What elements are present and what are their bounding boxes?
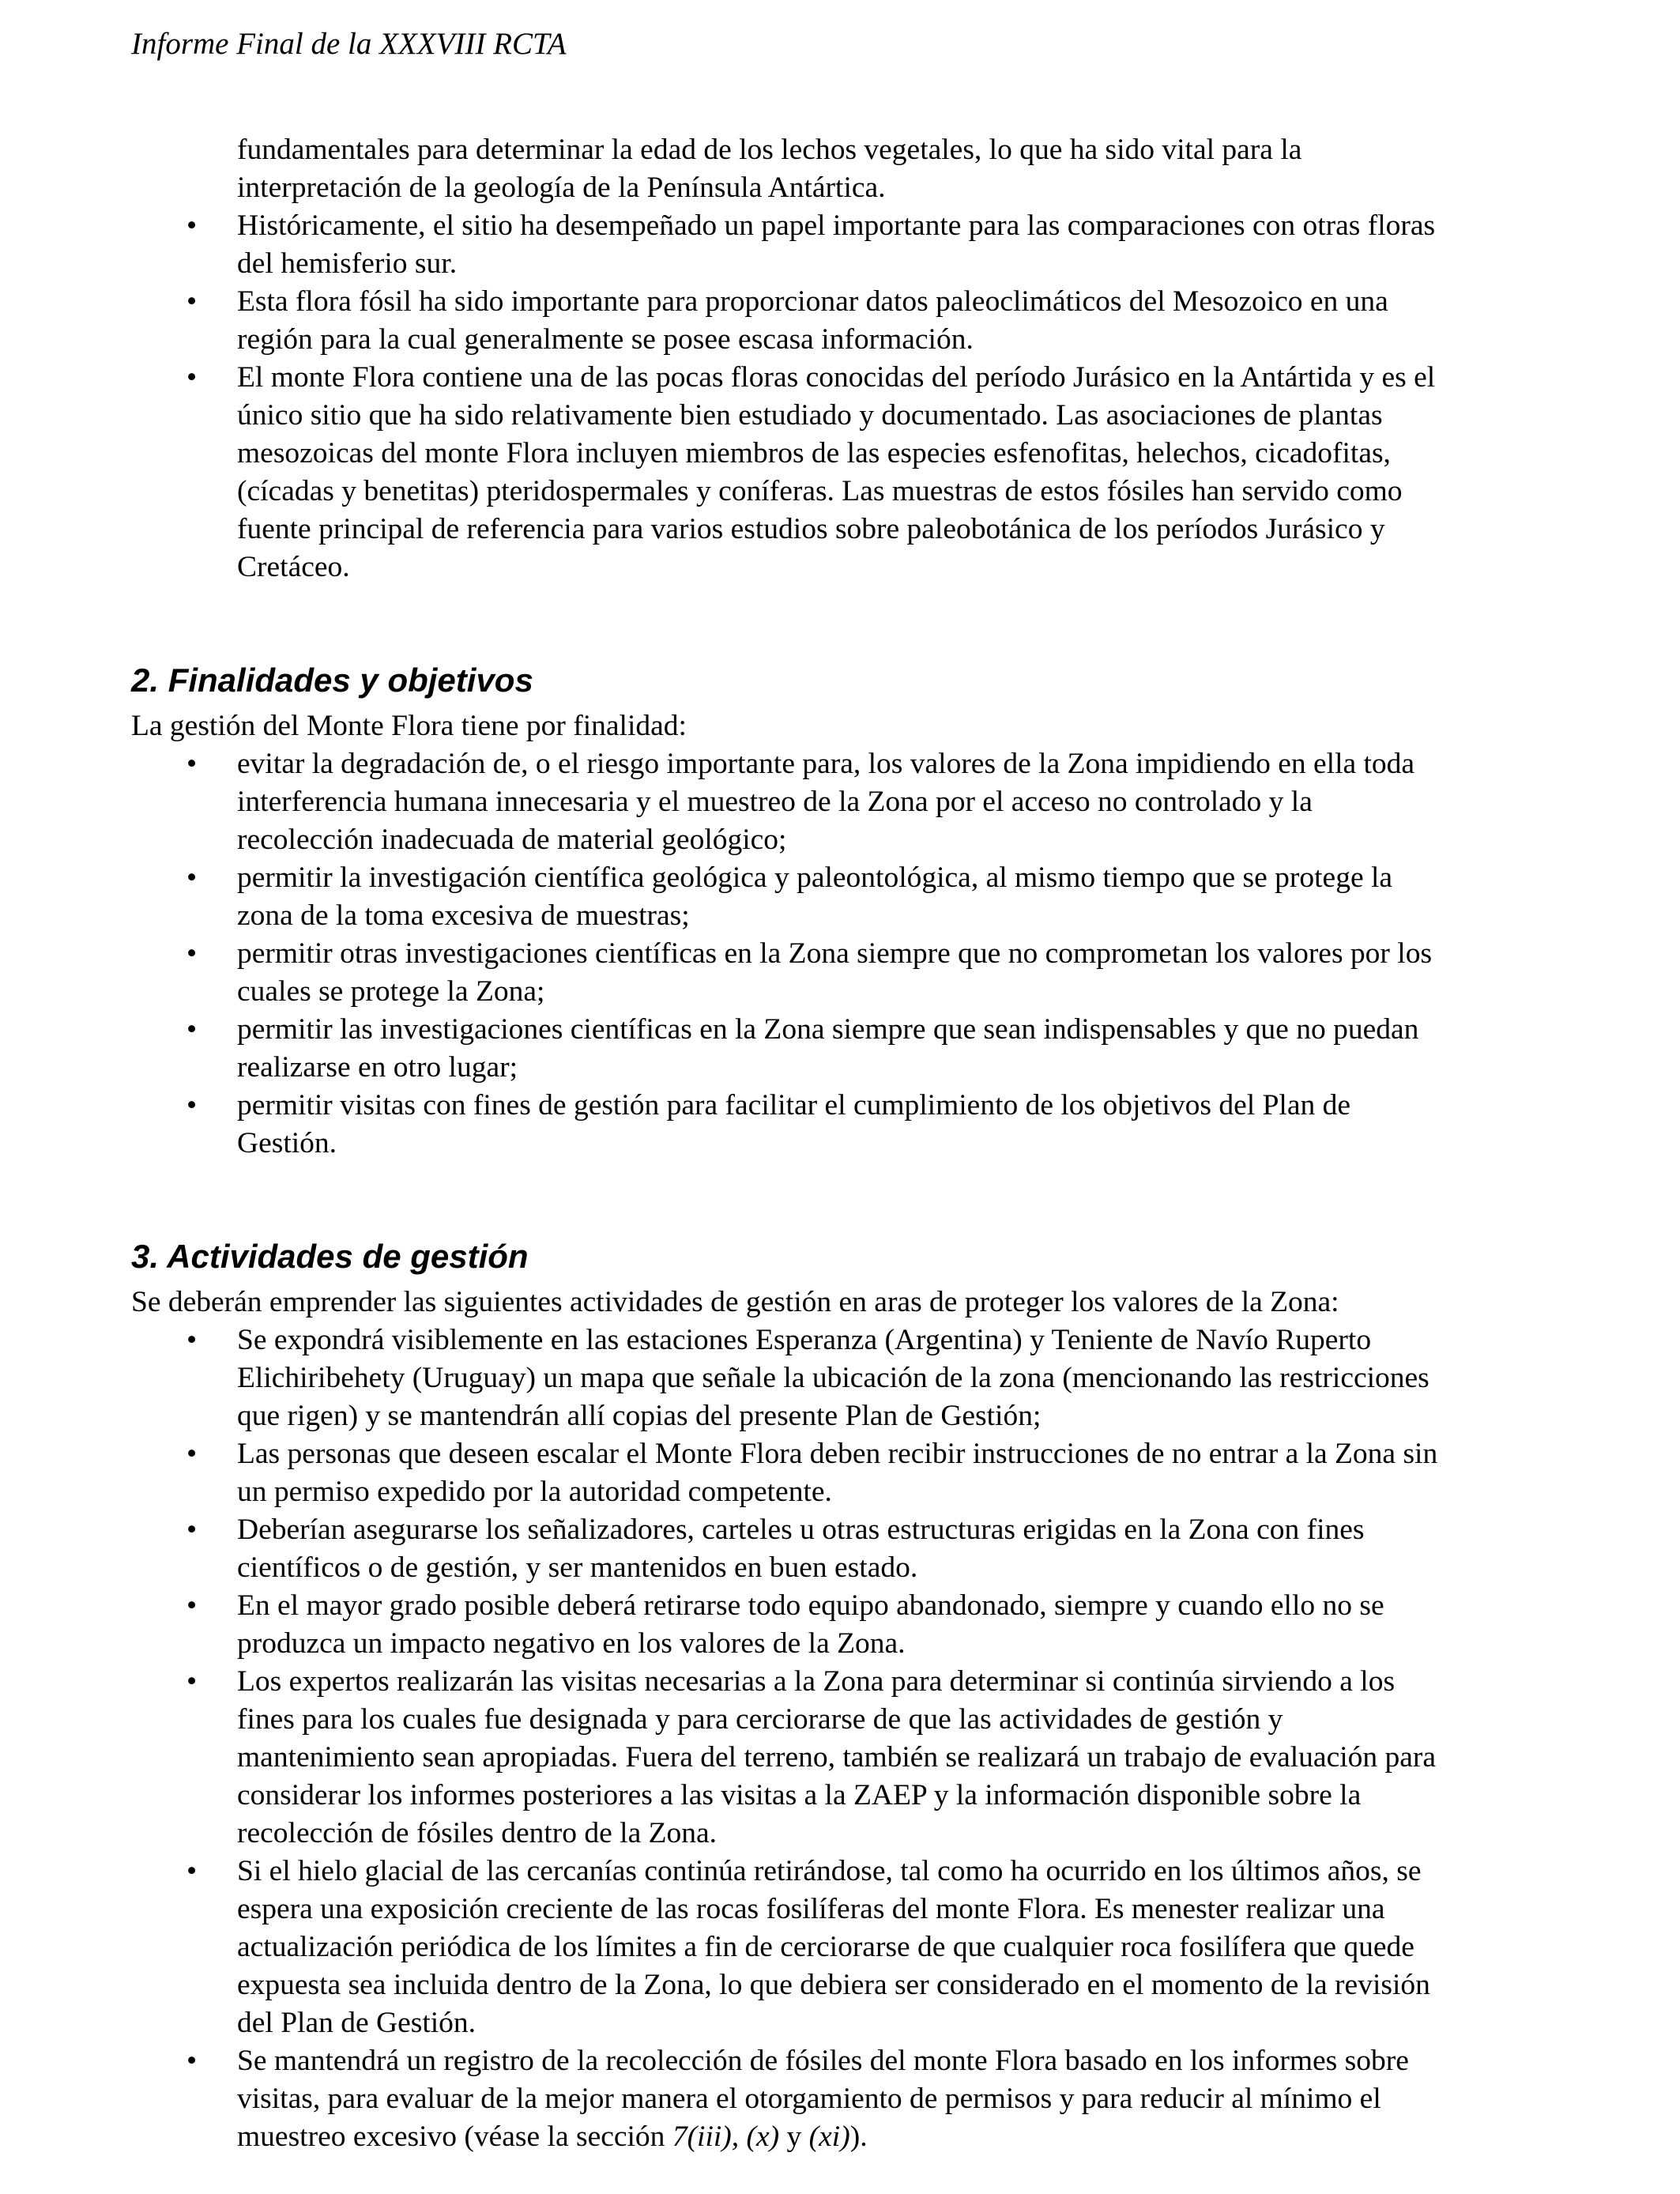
text-line: Se mantendrá un registro de la recolección de fósiles del monte Flora basado en los informes sobre [237, 2045, 1409, 2077]
bullet-icon: • [186, 2045, 198, 2077]
list-item [131, 1853, 1554, 2042]
text-line: Esta flora fósil ha sido importante para proporcionar datos paleoclimáticos del Mesozoico en una [237, 285, 1388, 318]
section-intro: La gestión del Monte Flora tiene por finalidad: [131, 710, 687, 742]
document-body [131, 131, 1554, 2156]
bullet-icon: • [186, 1514, 198, 1546]
list-item [131, 207, 1554, 283]
section-heading-activities: 3. Actividades de gestión [131, 1238, 529, 1275]
text-line: cuales se protege la Zona; [237, 975, 545, 1008]
text-line: Los expertos realizarán las visitas necesarias a la Zona para determinar si continúa sirviendo a los [237, 1665, 1396, 1698]
text-line: permitir las investigaciones científicas en la Zona siempre que sean indispensables y que no puedan [237, 1013, 1419, 1046]
text-line: mantenimiento sean apropiadas. Fuera del terreno, también se realizará un trabajo de evaluación para [237, 1741, 1437, 1774]
text-line: zona de la toma excesiva de muestras; [237, 899, 690, 932]
bullet-icon: • [186, 209, 198, 242]
list-item [131, 859, 1554, 935]
text-line: fines para los cuales fue designada y para cerciorarse de que las actividades de gestión y [237, 1703, 1283, 1736]
text-line: un permiso expedido por la autoridad competente. [237, 1476, 832, 1508]
text-line: del hemisferio sur. [237, 247, 458, 280]
text-line: permitir visitas con fines de gestión para facilitar el cumplimiento de los objetivos del Plan de [237, 1089, 1351, 1122]
section-intro: Se deberán emprender las siguientes actividades de gestión en aras de proteger los valores de la Zona: [131, 1286, 1339, 1318]
text-line: actualización periódica de los límites a fin de cerciorarse de que cualquier roca fosilífera que quede [237, 1931, 1414, 1963]
text-line: Gestión. [237, 1127, 337, 1159]
bullet-icon: • [186, 1855, 198, 1887]
text-line: científicos o de gestión, y ser mantenidos en buen estado. [237, 1551, 918, 1584]
spacer [131, 1163, 1554, 1236]
text-line: Elichiribehety (Uruguay) un mapa que señale la ubicación de la zona (mencionando las restricciones [237, 1362, 1430, 1394]
list-item [131, 1435, 1554, 1511]
text-line: Cretáceo. [237, 551, 350, 583]
text-line: único sitio que ha sido relativamente bien estudiado y documentado. Las asociaciones de plantas [237, 399, 1383, 432]
spacer [131, 701, 1554, 707]
bullet-icon: • [186, 361, 198, 394]
text-line: Históricamente, el sitio ha desempeñado un papel importante para las comparaciones con otras floras [237, 209, 1436, 242]
list-item [131, 1587, 1554, 1663]
text-line: mesozoicas del monte Flora incluyen miembros de las especies esfenofitas, helechos, cicadofitas, [237, 437, 1391, 469]
bullet-icon: • [186, 1438, 198, 1470]
text-line: que rigen) y se mantendrán allí copias del presente Plan de Gestión; [237, 1400, 1042, 1432]
text-line: En el mayor grado posible deberá retirarse todo equipo abandonado, siempre y cuando ello no se [237, 1589, 1384, 1622]
text-line: Se expondrá visiblemente en las estaciones Esperanza (Argentina) y Teniente de Navío Ruperto [237, 1324, 1372, 1356]
text-line: recolección de fósiles dentro de la Zona. [237, 1817, 718, 1849]
text-line: El monte Flora contiene una de las pocas floras conocidas del período Jurásico en la Antártida y es el [237, 361, 1436, 394]
bullet-icon: • [186, 1665, 198, 1698]
text-line: realizarse en otro lugar; [237, 1051, 518, 1084]
text-line [237, 2118, 1554, 2156]
text-line: región para la cual generalmente se posee escasa información. [237, 323, 974, 356]
text-line: fundamentales para determinar la edad de los lechos vegetales, lo que ha sido vital para la [237, 134, 1302, 166]
text-line: Deberían asegurarse los señalizadores, carteles u otras estructuras erigidas en la Zona con fines [237, 1514, 1365, 1546]
bullet-icon: • [186, 937, 198, 970]
text-line: recolección inadecuada de material geológico; [237, 824, 787, 856]
text-line: produzca un impacto negativo en los valores de la Zona. [237, 1627, 906, 1660]
list-item [131, 283, 1554, 359]
section-reference: (xi) [808, 2120, 850, 2153]
list-item [131, 935, 1554, 1011]
text-line: expuesta sea incluida dentro de la Zona, lo que debiera ser considerado en el momento de la revisión [237, 1969, 1430, 2001]
bullet-icon: • [186, 861, 198, 894]
bullet-icon: • [186, 748, 198, 780]
text-line: permitir otras investigaciones científicas en la Zona siempre que no comprometan los valores por los [237, 937, 1433, 970]
bullet-icon: • [186, 285, 198, 318]
page-header: Informe Final de la XXXVIII RCTA [131, 27, 567, 61]
list-item [131, 1511, 1554, 1587]
text-line: considerar los informes posteriores a las visitas a la ZAEP y la información disponible sobre la [237, 1779, 1362, 1811]
bullet-icon: • [186, 1589, 198, 1622]
text-span: y [779, 2120, 809, 2153]
text-line: fuente principal de referencia para varios estudios sobre paleobotánica de los períodos Jurásico y [237, 513, 1385, 545]
values-list [131, 207, 1554, 586]
list-item [131, 1011, 1554, 1087]
section-heading-objectives: 2. Finalidades y objetivos [131, 662, 533, 699]
text-line: Las personas que deseen escalar el Monte Flora deben recibir instrucciones de no entrar a la Zona sin [237, 1438, 1438, 1470]
text-line: (cícadas y benetitas) pteridospermales y coníferas. Las muestras de estos fósiles han servido como [237, 475, 1403, 507]
section-reference: 7(iii), (x) [672, 2120, 780, 2153]
bullet-icon: • [186, 1324, 198, 1356]
bullet-icon: • [186, 1013, 198, 1046]
bullet-icon: • [186, 1089, 198, 1122]
spacer [131, 1277, 1554, 1284]
text-line: espera una exposición creciente de las rocas fosilíferas del monte Flora. Es menester realizar una [237, 1893, 1385, 1925]
text-line: visitas, para evaluar de la mejor manera el otorgamiento de permisos y para reducir al mínimo el [237, 2083, 1381, 2115]
activities-list [131, 1321, 1554, 2156]
list-item [131, 745, 1554, 859]
list-item [131, 359, 1554, 586]
objectives-list [131, 745, 1554, 1163]
list-item [131, 1087, 1554, 1163]
list-item [131, 1321, 1554, 1435]
text-line: del Plan de Gestión. [237, 2007, 477, 2039]
spacer [131, 586, 1554, 660]
list-item [131, 2042, 1554, 2156]
text-span: muestreo excesivo (véase la sección [237, 2120, 672, 2153]
list-item [131, 1663, 1554, 1853]
continuation-paragraph [131, 131, 1554, 207]
text-line: permitir la investigación científica geológica y paleontológica, al mismo tiempo que se protege la [237, 861, 1393, 894]
text-line: Si el hielo glacial de las cercanías continúa retirándose, tal como ha ocurrido en los últimos años, se [237, 1855, 1422, 1887]
text-span: ). [849, 2120, 868, 2153]
text-line: interferencia humana innecesaria y el muestreo de la Zona por el acceso no controlado y la [237, 786, 1313, 818]
text-line: interpretación de la geología de la Península Antártica. [237, 172, 886, 204]
text-line: evitar la degradación de, o el riesgo importante para, los valores de la Zona impidiendo en ella toda [237, 748, 1415, 780]
